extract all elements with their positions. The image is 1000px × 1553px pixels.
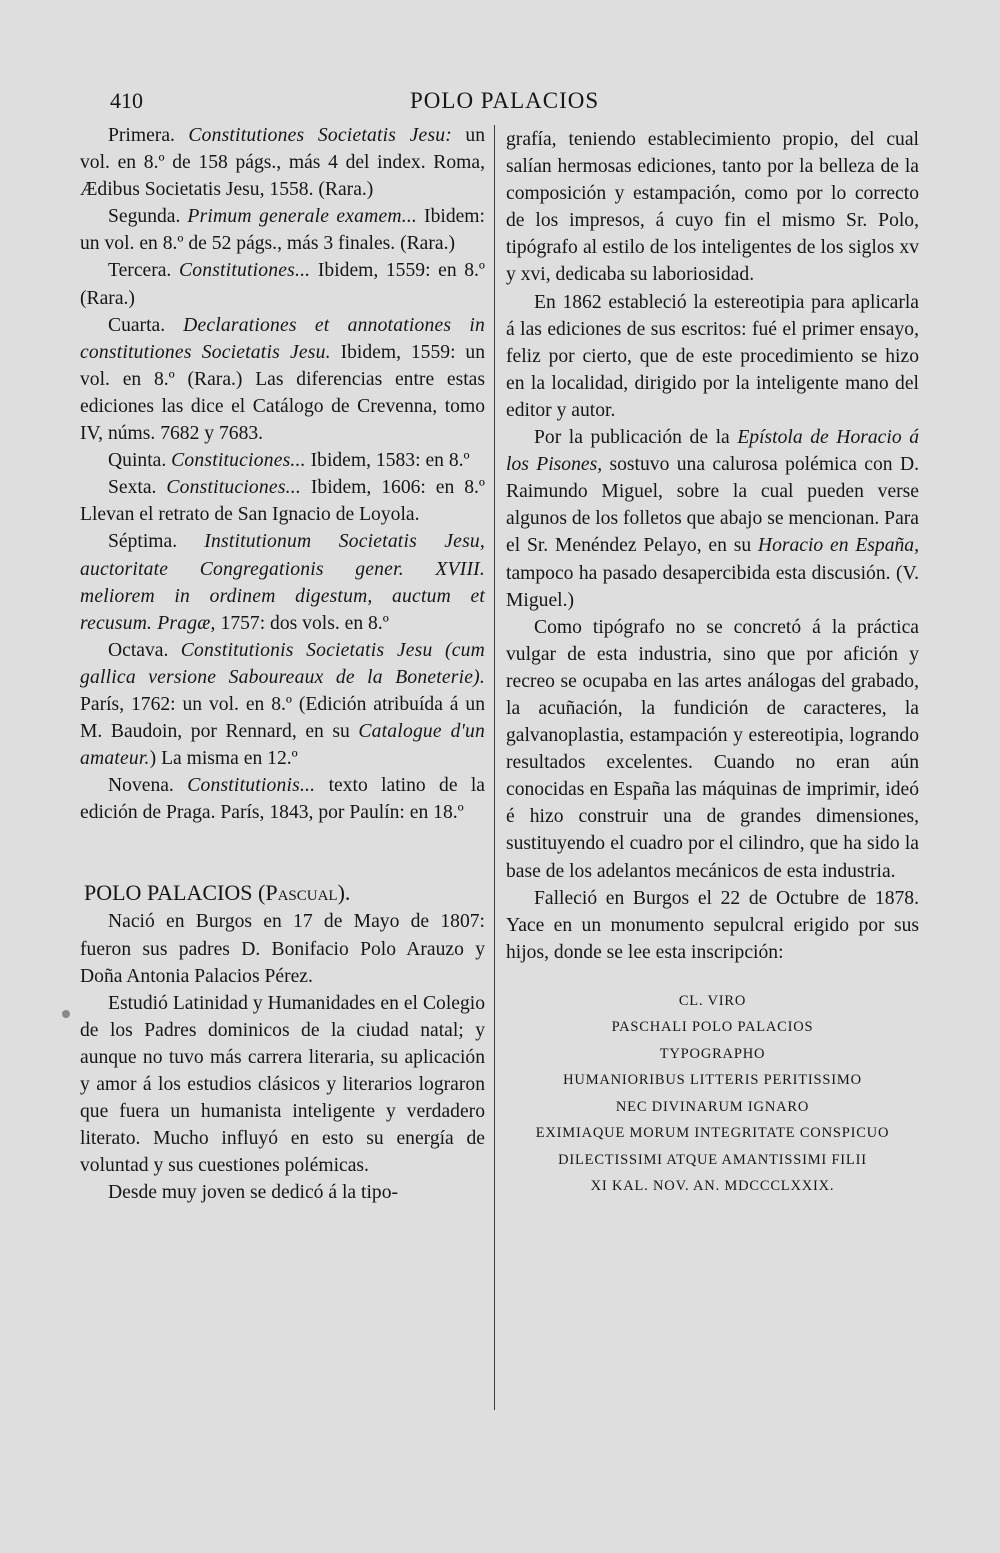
edition-entry: Octava. Constitutionis Societatis Jesu (cum gallica versione Saboureaux de la Boneterie). París, 1762: un vol. en 8.º (Edición atribuída á un M. Baudoin, por Rennard, en su Catalogue d'un amateur.) La misma en 12.º (80, 639, 485, 770)
page-header (110, 88, 910, 118)
inscription-line: PASCHALI POLO PALACIOS (611, 1019, 814, 1036)
left-column (80, 122, 485, 1206)
bio-heading (80, 878, 485, 908)
inscription-line: NEC DIVINARUM IGNARO (615, 1098, 810, 1115)
inscription-line: HUMANIORIBUS LITTERIS PERITISSIMO (563, 1072, 862, 1089)
bio-paragraph: Estudió Latinidad y Humanidades en el Colegio de los Padres dominicos de la ciudad natal; y aunque no tuvo más carrera literaria, su aplicación y amor á los estudios clásicos y literarios lograron que fuera un humanista inteligente y verdadero literato. Mucho influyó en esto su energía de voluntad y sus cuestiones polémicas. (80, 992, 485, 1177)
bio-paragraph: Nació en Burgos en 17 de Mayo de 1807: fueron sus padres D. Bonifacio Polo Arauzo y Doña Antonia Palacios Pérez. (80, 911, 485, 987)
margin-mark (62, 1010, 70, 1018)
edition-entry: Séptima. Institutionum Societatis Jesu, auctoritate Congregationis gener. XVIII. meliorem in ordinem digestum, auctum et recusum. Pragæ, 1757: dos vols. en 8.º (80, 531, 485, 634)
edition-entry: Segunda. Primum generale examem... Ibidem: un vol. en 8.º de 52 págs., más 3 finales. (Rara.) (80, 206, 485, 255)
column-divider (494, 125, 495, 1410)
body-paragraph: En 1862 estableció la estereotipia para aplicarla á las ediciones de sus escritos: fué el primer ensayo, feliz por cierto, que de este procedimiento se hizo en la localidad, dirigido por la inteligente mano del editor y autor. (506, 291, 919, 421)
body-paragraph: Falleció en Burgos el 22 de Octubre de 1878. Yace en un monumento sepulcral erigido por sus hijos, donde se lee esta inscripción: (506, 887, 919, 963)
body-paragraph: Como tipógrafo no se concretó á la práctica vulgar de esta industria, sino que por afición y recreo se ocupaba en las artes análogas del grabado, la acuñación, la fundición de caracteres, la galvanoplastia, estampación y estereotipia, logrando resultados excelentes. Cuando no eran aún conocidas en España las máquinas de imprimir, ideó é hizo construir una de grandes dimensiones, sustituyendo el cuadro por el cilindro, que ha sido la base de los adelantos mecánicos de esta industria. (506, 616, 919, 882)
tomb-inscription (506, 988, 919, 1200)
edition-entry: Novena. Constitutionis... texto latino de la edición de Praga. París, 1843, por Paulín: en 18.º (80, 775, 486, 824)
bio-heading-given-name: (Pascual). (258, 880, 351, 906)
edition-entry: Sexta. Constituciones... Ibidem, 1606: en 8.º Llevan el retrato de San Ignacio de Loyola. (80, 477, 485, 526)
body-paragraph: grafía, teniendo establecimiento propio, del cual salían hermosas ediciones, tanto por la belleza de la composición y estampación, como por lo correcto de los impresos, á cuyo fin el mismo Sr. Polo, tipógrafo al estilo de los inteligentes de los siglos xv y xvi, dedicaba su laboriosidad. (506, 129, 919, 286)
inscription-line: TYPOGRAPHO (659, 1045, 766, 1062)
body-paragraph: Por la publicación de la Epístola de Horacio á los Pisones, sostuvo una calurosa polémica con D. Raimundo Miguel, sobre la cual pueden verse algunos de los folletos que abajo se mencionan. Para el Sr. Menéndez Pelayo, en su Horacio en España, tampoco ha pasado desapercibida esta discusión. (V. Miguel.) (506, 427, 919, 611)
edition-entry: Tercera. Constitutiones... Ibidem, 1559: en 8.º (Rara.) (80, 260, 485, 309)
page-number: 410 (110, 88, 143, 113)
edition-entry: Cuarta. Declarationes et annotationes in constitutiones Societatis Jesu. Ibidem, 1559: un vol. en 8.º (Rara.) Las diferencias entre estas ediciones las dice el Catálogo de Crevenna, tomo IV, núms. 7682 y 7683. (80, 314, 486, 445)
inscription-line: XI KAL. NOV. AN. MDCCCLXXIX. (590, 1178, 835, 1195)
inscription-line: DILECTISSIMI ATQUE AMANTISSIMI FILII (558, 1151, 867, 1168)
bio-heading-name: POLO PALACIOS (84, 880, 253, 906)
edition-entry: Quinta. Constituciones... Ibidem, 1583: en 8.º (108, 450, 470, 472)
edition-entry: Primera. Constitutiones Societatis Jesu: un vol. en 8.º de 158 págs., más 4 del index. Roma, Ædibus Societatis Jesu, 1558. (Rara.) (80, 125, 485, 201)
running-head: POLO PALACIOS (410, 88, 600, 113)
right-column (506, 126, 919, 1200)
inscription-line: EXIMIAQUE MORUM INTEGRITATE CONSPICUO (535, 1125, 890, 1142)
bio-paragraph: Desde muy joven se dedicó á la tipo- (108, 1182, 399, 1204)
inscription-line: CL. VIRO (678, 992, 747, 1009)
bio-text (80, 908, 485, 1206)
